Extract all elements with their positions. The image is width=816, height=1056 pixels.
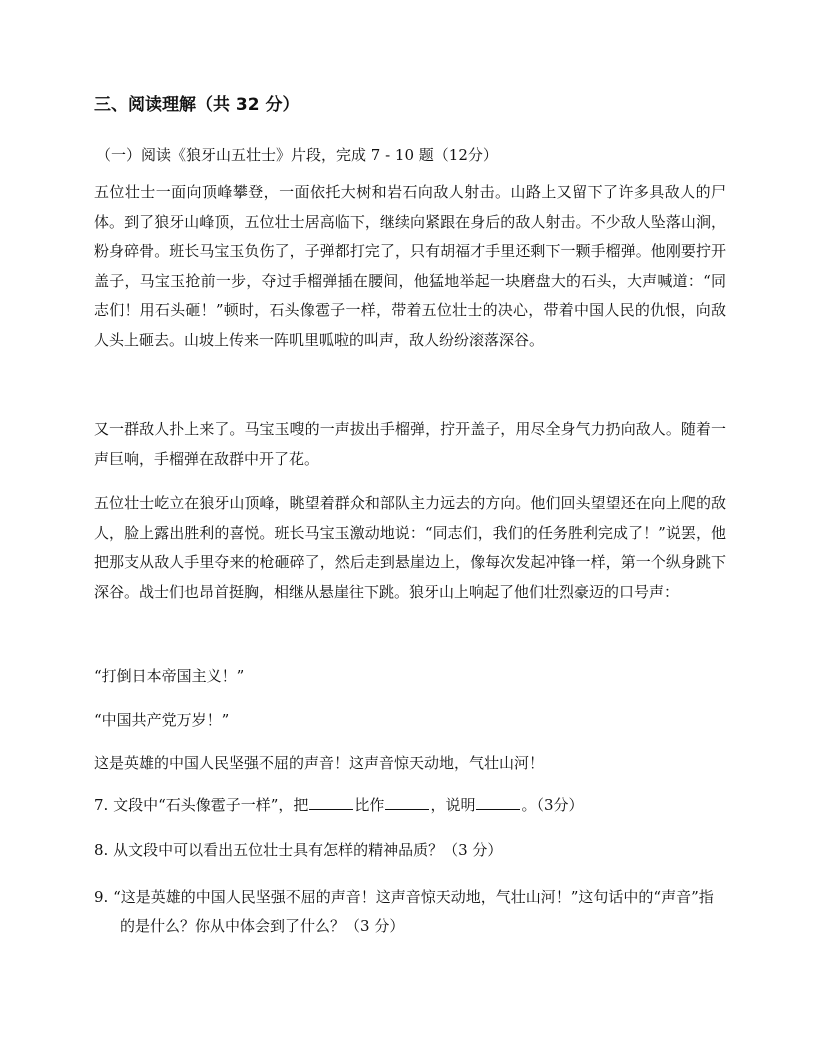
passage-closing: 这是英雄的中国人民坚强不屈的声音！这声音惊天动地，气壮山河！	[94, 754, 545, 772]
passage-paragraph-3: 五位壮士屹立在狼牙山顶峰，眺望着群众和部队主力远去的方向。他们回头望望还在向上爬的敌人，脸上露出胜利的喜悦。班长马宝玉激动地说：“同志们，我们的任务胜利完成了！”说罢，他把那支从敌人手里夺来的枪砸碎了，然后走到悬崖边上，像每次发起冲锋一样，第一个纵身跳下深谷。战士们也昂首挺胸，相继从悬崖往下跳。狼牙山上响起了他们壮烈豪迈的口号声：	[94, 494, 726, 601]
question-8: 8. 从文段中可以看出五位壮士具有怎样的精神品质？（3 分）	[94, 841, 503, 859]
section-title: 三、阅读理解（共 32 分）	[94, 95, 300, 115]
passage-paragraph-1: 五位壮士一面向顶峰攀登，一面依托大树和岩石向敌人射击。山路上又留下了许多具敌人的尸体。到了狼牙山峰顶，五位壮士居高临下，继续向紧跟在身后的敌人射击。不少敌人坠落山涧，粉身碎骨。班长马宝玉负伤了，子弹都打完了，只有胡福才手里还剩下一颗手榴弹。他刚要拧开盖子，马宝玉抢前一步，夺过手榴弹插在腰间，他猛地举起一块磨盘大的石头，大声喊道：“同志们！用石头砸！”顿时，石头像雹子一样，带着五位壮士的决心，带着中国人民的仇恨，向敌人头上砸去。山坡上传来一阵叽里呱啦的叫声，敌人纷纷滚落深谷。	[94, 183, 726, 349]
q7-blank-1[interactable]	[309, 795, 353, 810]
slogan-1: “打倒日本帝国主义！”	[94, 667, 245, 685]
q7-blank-2[interactable]	[385, 795, 429, 810]
slogan-2: “中国共产党万岁！”	[94, 711, 230, 729]
question-9: 9. “这是英雄的中国人民坚强不屈的声音！这声音惊天动地，气壮山河！”这句话中的“声音”指的是什么？你从中体会到了什么？（3 分）	[94, 888, 714, 935]
q7-blank-3[interactable]	[476, 795, 520, 810]
passage-subtitle: （一）阅读《狼牙山五壮士》片段，完成 7 - 10 题（12分）	[96, 146, 498, 164]
q7-prefix: 7. 文段中“石头像雹子一样”，把	[94, 796, 309, 814]
q7-suffix: 。（3分）	[521, 796, 584, 814]
passage-paragraph-2: 又一群敌人扑上来了。马宝玉嗖的一声拔出手榴弹，拧开盖子，用尽全身气力扔向敌人。随着一声巨响，手榴弹在敌群中开了花。	[94, 420, 726, 468]
q7-mid1: 比作	[354, 796, 385, 814]
question-7	[94, 791, 726, 820]
q7-mid2: ，说明	[430, 796, 476, 814]
